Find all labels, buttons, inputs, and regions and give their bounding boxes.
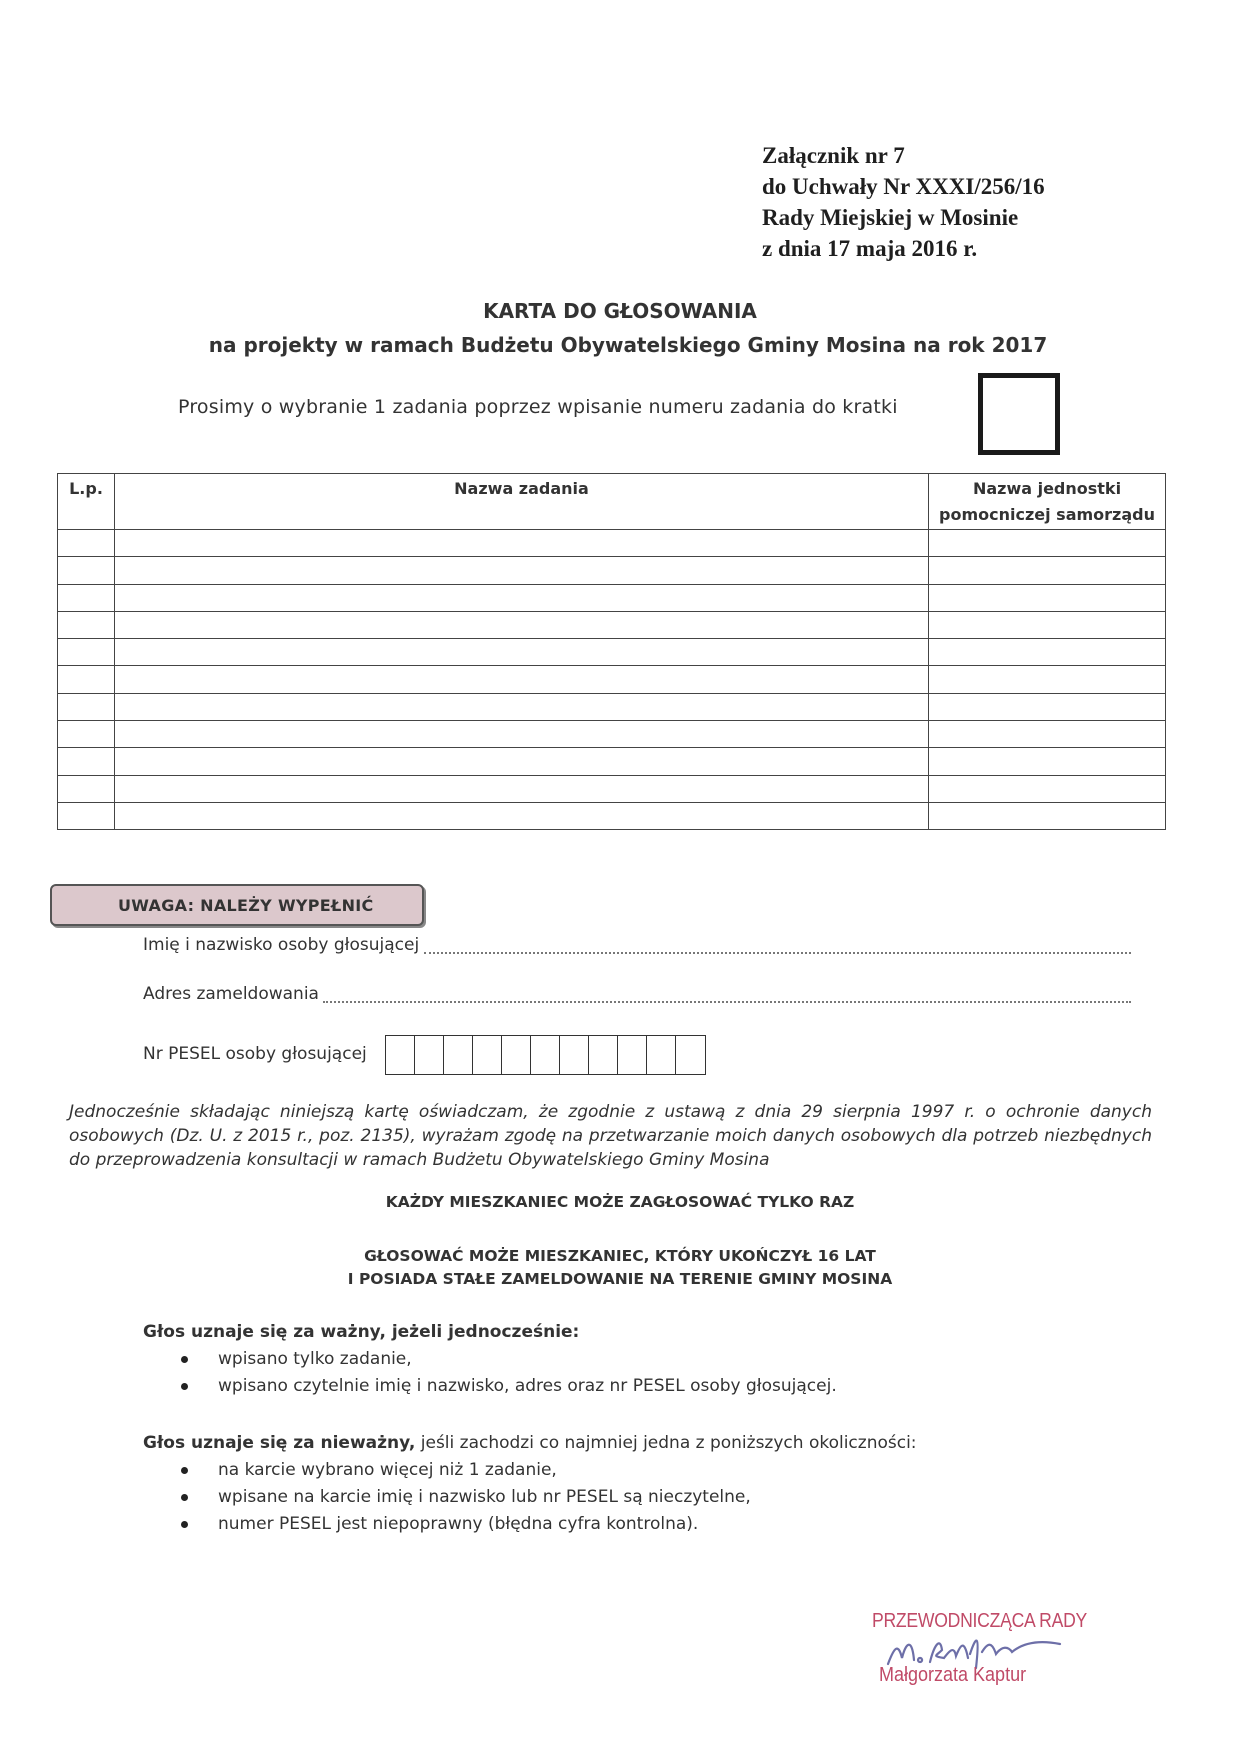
cell-lp[interactable] — [58, 530, 115, 557]
table-row — [58, 748, 1166, 775]
cell-unit-name[interactable] — [929, 775, 1166, 802]
ballot-title: KARTA DO GŁOSOWANIA — [483, 299, 757, 323]
cell-task-name[interactable] — [115, 775, 929, 802]
ballot-subtitle: na projekty w ramach Budżetu Obywatelskiego Gminy Mosina na rok 2017 — [208, 333, 1048, 357]
annex-line-1: Załącznik nr 7 — [762, 143, 905, 168]
cell-unit-name[interactable] — [929, 748, 1166, 775]
name-field[interactable] — [424, 952, 1131, 954]
pesel-digit-box[interactable] — [415, 1036, 444, 1074]
cell-lp[interactable] — [58, 639, 115, 666]
list-item: wpisano czytelnie imię i nazwisko, adres oraz nr PESEL osoby głosującej. — [143, 1373, 837, 1400]
cell-unit-name[interactable] — [929, 802, 1166, 829]
pesel-digit-box[interactable] — [531, 1036, 560, 1074]
cell-lp[interactable] — [58, 584, 115, 611]
cell-lp[interactable] — [58, 693, 115, 720]
list-item: numer PESEL jest niepoprawny (błędna cyfra kontrolna). — [143, 1511, 917, 1538]
pesel-digit-box[interactable] — [647, 1036, 676, 1074]
cell-unit-name[interactable] — [929, 639, 1166, 666]
cell-unit-name[interactable] — [929, 666, 1166, 693]
annex-line-4: z dnia 17 maja 2016 r. — [762, 236, 978, 261]
header-lp: L.p. — [58, 474, 115, 530]
valid-list — [143, 1346, 837, 1400]
address-label: Adres zameldowania — [143, 984, 319, 1004]
table-row — [58, 802, 1166, 829]
pesel-digit-box[interactable] — [618, 1036, 647, 1074]
name-label: Imię i nazwisko osoby głosującej — [143, 935, 420, 955]
cell-task-name[interactable] — [115, 802, 929, 829]
table-row — [58, 530, 1166, 557]
cell-unit-name[interactable] — [929, 611, 1166, 638]
cell-task-name[interactable] — [115, 639, 929, 666]
pesel-digit-box[interactable] — [502, 1036, 531, 1074]
pesel-digit-box[interactable] — [676, 1036, 705, 1074]
rule-age: GŁOSOWAĆ MOŻE MIESZKANIEC, KTÓRY UKOŃCZYŁ 16 LAT — [364, 1247, 876, 1265]
rule-once: KAŻDY MIESZKANIEC MOŻE ZAGŁOSOWAĆ TYLKO RAZ — [385, 1193, 855, 1211]
table-row — [58, 693, 1166, 720]
cell-lp[interactable] — [58, 666, 115, 693]
invalid-vote-rules — [143, 1433, 917, 1538]
cell-lp[interactable] — [58, 721, 115, 748]
instruction-label: Prosimy o wybranie 1 zadania poprzez wpisanie numeru zadania do kratki — [178, 396, 898, 418]
cell-task-name[interactable] — [115, 530, 929, 557]
cell-task-name[interactable] — [115, 693, 929, 720]
header-unit-name: Nazwa jednostki pomocniczej samorządu — [929, 474, 1166, 530]
cell-task-name[interactable] — [115, 611, 929, 638]
annex-line-2: do Uchwały Nr XXXI/256/16 — [762, 174, 1045, 199]
annex-line-3: Rady Miejskiej w Mosinie — [762, 205, 1019, 230]
table-header-row — [58, 474, 1166, 530]
list-item: na karcie wybrano więcej niż 1 zadanie, — [143, 1457, 917, 1484]
cell-task-name[interactable] — [115, 666, 929, 693]
header-task-name: Nazwa zadania — [115, 474, 929, 530]
invalid-list — [143, 1457, 917, 1538]
table-row — [58, 611, 1166, 638]
instruction-text — [178, 394, 898, 419]
cell-unit-name[interactable] — [929, 721, 1166, 748]
consent-statement: Jednocześnie składając niniejszą kartę oświadczam, że zgodnie z ustawą z dnia 29 sierpnia 1997 r. o ochronie danych osobowych (Dz. U. z 2015 r., poz. 2135), wyrażam zgodę na przetwarzanie moich danych osobowych dla potrzeb niezbędnych do przeprowadzenia konsultacji w ramach Budżetu Obywatelskiego Gminy Mosina — [69, 1102, 1152, 1170]
cell-lp[interactable] — [58, 802, 115, 829]
cell-task-name[interactable] — [115, 721, 929, 748]
cell-lp[interactable] — [58, 611, 115, 638]
table-row — [58, 775, 1166, 802]
cell-unit-name[interactable] — [929, 557, 1166, 584]
list-item: wpisano tylko zadanie, — [143, 1346, 837, 1373]
table-row — [58, 721, 1166, 748]
cell-lp[interactable] — [58, 557, 115, 584]
table-body — [58, 530, 1166, 830]
cell-lp[interactable] — [58, 748, 115, 775]
cell-task-name[interactable] — [115, 557, 929, 584]
list-item: wpisane na karcie imię i nazwisko lub nr PESEL są nieczytelne, — [143, 1484, 917, 1511]
annex-header — [762, 140, 1045, 264]
pesel-label: Nr PESEL osoby głosującej — [143, 1044, 367, 1064]
pesel-digit-box[interactable] — [444, 1036, 473, 1074]
valid-heading: Głos uznaje się za ważny, jeżeli jednocześnie: — [143, 1322, 580, 1342]
table-row — [58, 584, 1166, 611]
cell-unit-name[interactable] — [929, 584, 1166, 611]
cell-task-name[interactable] — [115, 748, 929, 775]
cell-lp[interactable] — [58, 775, 115, 802]
notice-banner: UWAGA: NALEŻY WYPEŁNIĆ — [50, 884, 424, 926]
pesel-digit-box[interactable] — [560, 1036, 589, 1074]
address-field[interactable] — [323, 1001, 1131, 1003]
pesel-digit-box[interactable] — [473, 1036, 502, 1074]
rule-residence: I POSIADA STAŁE ZAMELDOWANIE NA TERENIE GMINY MOSINA — [347, 1270, 893, 1288]
pesel-field[interactable] — [385, 1035, 706, 1075]
cell-unit-name[interactable] — [929, 693, 1166, 720]
table-row — [58, 639, 1166, 666]
valid-vote-rules — [143, 1322, 837, 1400]
tasks-table — [57, 473, 1166, 830]
invalid-heading-bold: Głos uznaje się za nieważny, — [143, 1433, 416, 1453]
cell-task-name[interactable] — [115, 584, 929, 611]
cell-unit-name[interactable] — [929, 530, 1166, 557]
invalid-heading-rest: jeśli zachodzi co najmniej jedna z poniższych okoliczności: — [415, 1433, 917, 1453]
table-row — [58, 557, 1166, 584]
table-row — [58, 666, 1166, 693]
pesel-digit-box[interactable] — [386, 1036, 415, 1074]
stamp-title: PRZEWODNICZĄCA RADY — [872, 1610, 1088, 1632]
task-number-box[interactable] — [978, 373, 1060, 455]
pesel-digit-box[interactable] — [589, 1036, 618, 1074]
stamp-name: Małgorzata Kaptur — [879, 1664, 1027, 1686]
